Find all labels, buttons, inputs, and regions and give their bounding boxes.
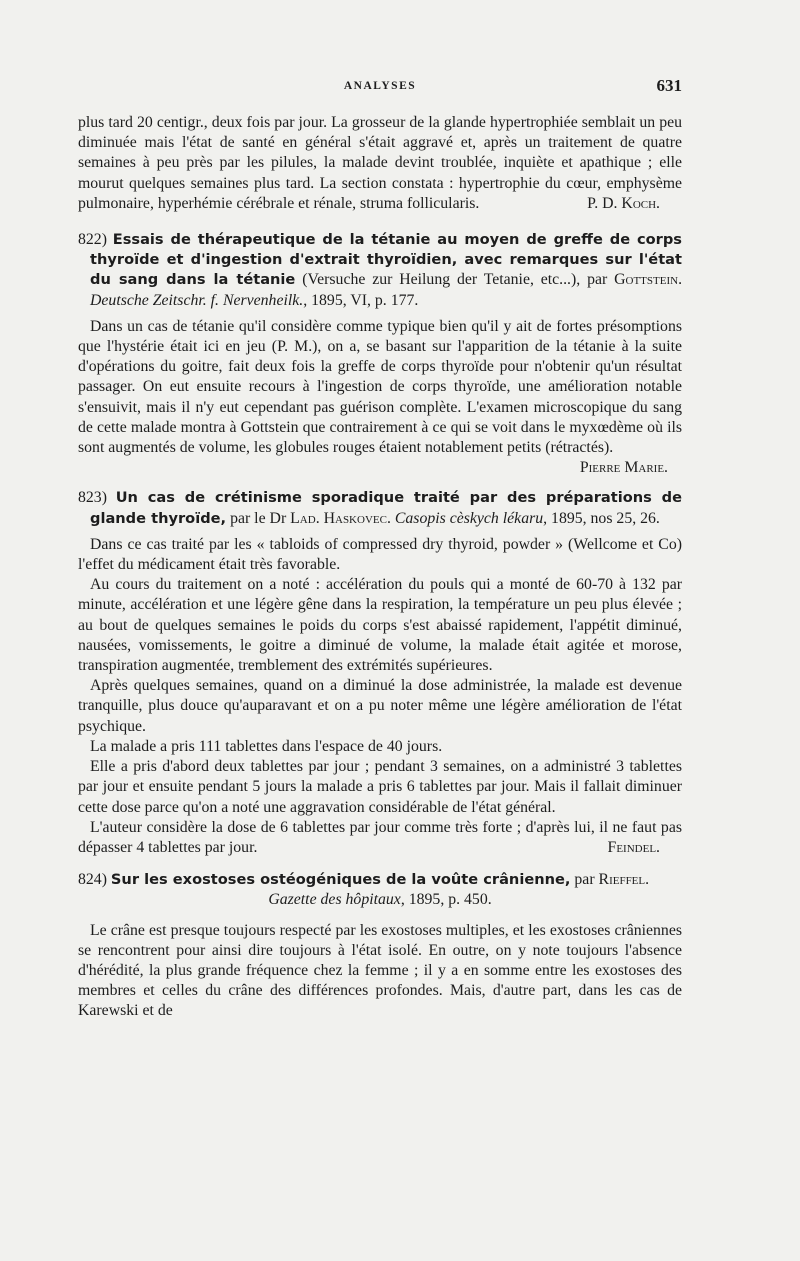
entry-number: 822) xyxy=(78,231,107,249)
entry-journal: Casopis cèskych lékaru xyxy=(394,509,544,527)
entry-heading xyxy=(78,870,682,910)
entry-author: Lad. Haskovec. xyxy=(290,509,391,527)
entry-number: 824) xyxy=(78,871,107,889)
entry-paragraph: Elle a pris d'abord deux tablettes par jour ; pendant 3 semaines, on a administré 3 tablettes par jour et ensuite pendant 5 jours la malade a pris 6 tablettes par jour. Mais il fallait diminuer cette dose parce qu'on a noté une aggravation considérable de l'état général. xyxy=(78,758,682,816)
entry-journal: Deutsche Zeitschr. f. Nervenheilk. xyxy=(90,291,304,309)
entry-number: 823) xyxy=(78,489,107,507)
entry-author: Rieffel. xyxy=(598,871,650,889)
entry-paragraph: Après quelques semaines, quand on a diminué la dose administrée, la malade est devenue tranquille, plus douce qu'auparavant et on a pu noter même une légère amélioration de l'état psychique. xyxy=(78,677,682,735)
entry-subtitle: par le Dr xyxy=(230,509,287,527)
entry-reference: , 1895, VI, p. 177. xyxy=(303,291,419,309)
entry-paragraph: La malade a pris 111 tablettes dans l'espace de 40 jours. xyxy=(90,737,443,755)
entry-subtitle: (Versuche zur Heilung der Tetanie, etc...), par xyxy=(302,271,608,289)
entry-journal: Gazette des hôpitaux xyxy=(268,891,401,909)
entry-reference: , 1895, nos 25, 26. xyxy=(543,509,660,527)
entry-paragraph-text: L'auteur considère la dose de 6 tablettes par jour comme très forte ; d'après lui, il ne faut pas dépasser 4 tablettes par jour. xyxy=(78,818,682,856)
entry-title: Un cas de crétinisme sporadique traité par des préparations de glande thyroïde, xyxy=(90,489,683,527)
page-content xyxy=(78,113,682,1022)
entry-author: Gottstein. xyxy=(614,271,683,289)
page-number: 631 xyxy=(656,76,682,95)
entry-paragraph: Le crâne est presque toujours respecté par les exostoses multiples, et les exostoses crâniennes se rencontrent pour ainsi dire toujours à l'état isolé. En outre, on y note toujours l'absence d'hérédité, la plus grande fréquence chez la femme ; il y a en somme entre les exostoses des membres et celles du crâne des différences profondes. Mais, d'autre part, dans les cas de Karewski et de xyxy=(78,921,682,1020)
entry-824 xyxy=(78,870,682,1021)
entry-heading xyxy=(78,488,682,528)
entry-paragraph: Dans un cas de tétanie qu'il considère comme typique bien qu'il y ait de fortes présomptions que l'hystérie était ici en jeu (P. M.), on a, se basant sur l'apparition de la tétanie à la suite d'opérations du goitre, fait deux fois la greffe de corps thyroïde pour n'obtenir qu'un résultat passager. On eut ensuite recours à l'ingestion de corps thyroïde, une amélioration notable s'ensuivit, mais il n'y eut cependant pas guérison complète. L'examen microscopique du sang de cette malade montra à Gottstein que contrairement à ce qui se voit dans le myxœdème où ils sont augmentés de volume, les globules rouges étaient notablement petits (rétractés). xyxy=(78,317,682,457)
entry-reference: , 1895, p. 450. xyxy=(400,891,492,909)
entry-title: Essais de thérapeutique de la tétanie au moyen de greffe de corps thyroïde et d'ingestion d'extrait thyroïdien, avec remarques sur l'état du sang dans la tétanie xyxy=(90,231,682,289)
entry-title: Sur les exostoses ostéogéniques de la voûte crânienne, xyxy=(110,871,571,889)
entry-subtitle: par xyxy=(574,871,595,889)
entry-heading xyxy=(78,230,682,311)
entry-paragraph: Dans ce cas traité par les « tabloids of compressed dry thyroid, powder » (Wellcome et Co) l'effet du médicament était très favorable. xyxy=(78,535,682,574)
entry-paragraph: Au cours du traitement on a noté : accélération du pouls qui a monté de 60-70 à 132 par minute, accélération et une légère gêne dans la respiration, la température un peu plus élevée ; au bout de quelques semaines le poids du corps s'est abaissé rapidement, l'appétit diminué, nausées, vomissements, le goitre a diminué de volume, la malade était agitée et morose, transpiration augmentée, tremblement des extrémités supérieures. xyxy=(78,576,682,675)
entry-paragraph-last xyxy=(78,818,682,858)
page-header xyxy=(78,76,682,98)
running-title: ANALYSES xyxy=(343,80,417,92)
entry-823 xyxy=(78,488,682,858)
entry-citation xyxy=(90,890,682,910)
intro-signature: P. D. Koch. xyxy=(587,194,660,212)
entry-822 xyxy=(78,230,682,478)
entry-signature: Feindel. xyxy=(607,838,660,856)
intro-text: plus tard 20 centigr., deux fois par jour. La grosseur de la glande hypertrophiée semblait un peu diminuée mais l'état de santé en général s'était aggravé et, après un traitement de quatre semaines à peu près par les pilules, la malade devint troublée, inquiète et apathique ; elle mourut quelques semaines plus tard. La section constata : hypertrophie du cœur, emphysème pulmonaire, hyperhémie cérébrale et rénale, struma follicularis. xyxy=(78,114,682,212)
intro-paragraph xyxy=(78,113,682,214)
entry-signature: Pierre Marie. xyxy=(579,459,668,477)
